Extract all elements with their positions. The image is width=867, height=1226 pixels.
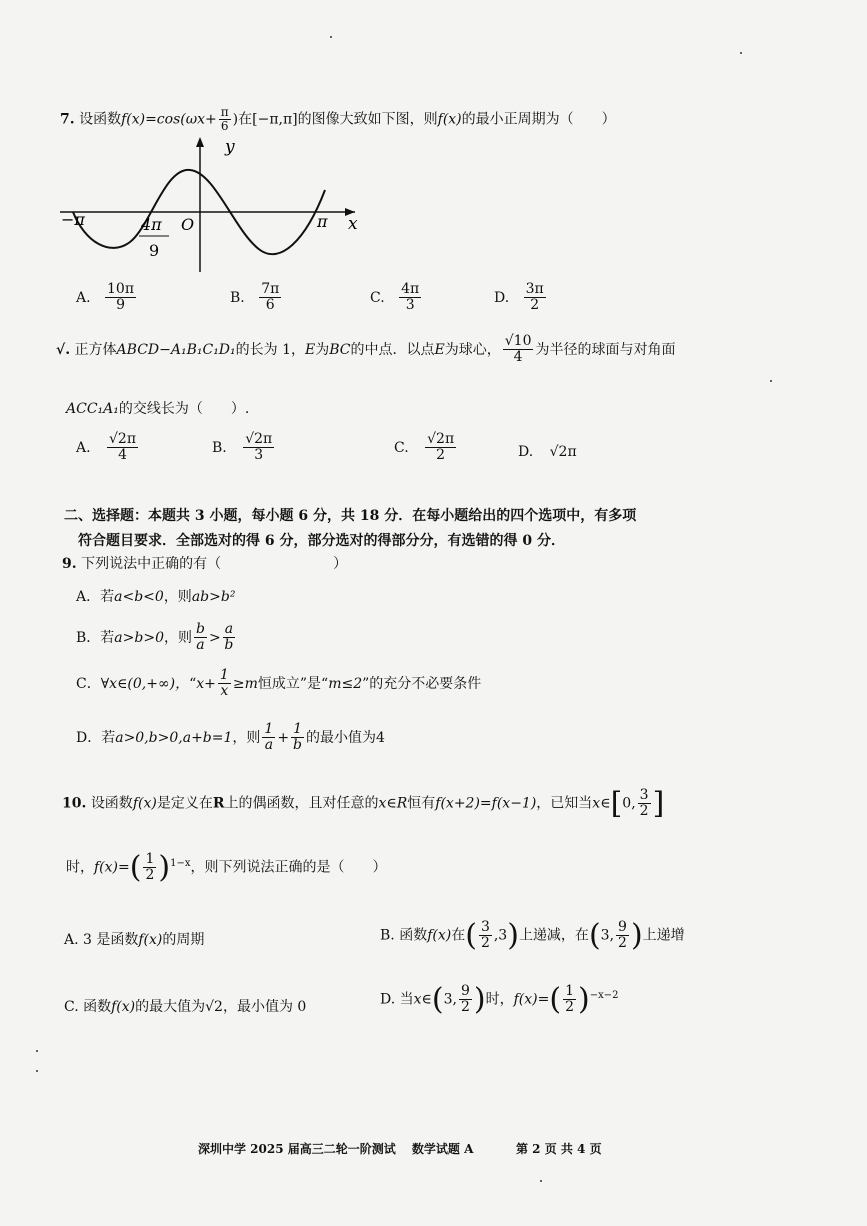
q8-cube: ABCD−A₁B₁C₁D₁	[116, 341, 236, 358]
section2-heading: 二、选择题：本题共 3 小题，每小题 6 分，共 18 分．在每小题给出的四个选项中，有多项	[64, 508, 637, 524]
section2-heading-line2: 符合题目要求．全部选对的得 6 分，部分选对的得部分分，有选错的得 0 分．	[78, 533, 565, 549]
graph-origin-label: O	[181, 215, 195, 234]
q8-number: √.	[56, 341, 71, 358]
q7-option-b[interactable]: B. $\frac{7\pi}{6}$	[230, 281, 280, 314]
q9-option-c[interactable]: C．∀x∈(0,+∞)，“x+ $\frac{1}{x}$ ≥m恒成立”是“m≤2”的充分不必要条件	[76, 667, 482, 700]
q9-option-d[interactable]: D．若a>0,b>0,a+b=1，则 $\frac{1}{a}$ + $\frac{1}{b}$ 的最小值为4	[76, 721, 385, 754]
footer-school: 深圳中学 2025 届高三二轮一阶测试 数学试题 A	[198, 1142, 474, 1156]
q10-option-b[interactable]: B. 函数f(x)在( $\frac{3}{2}$ ,3)上递减，在(3, $\frac{9}{2}$ )上递增	[380, 918, 685, 953]
graph-pi-label: π	[317, 212, 328, 231]
q10-stem-line2: 时，f(x)=( $\frac{1}{2}$ )$^{1-x}$，则下列说法正确的是（ ）	[66, 850, 387, 885]
q7-text-a: 设函数	[79, 111, 122, 128]
q9-option-b[interactable]: B．若a>b>0，则 $\frac{b}{a}$ > $\frac{a}{b}$	[76, 621, 234, 654]
q10-option-c[interactable]: C. 函数f(x)的最大值为√2，最小值为 0	[64, 999, 307, 1015]
footer-page-number: 第 2 页 共 4 页	[516, 1142, 602, 1156]
q9-number: 9.	[62, 556, 77, 572]
q8-option-c[interactable]: C. $\frac{√2\pi}{2}$	[394, 431, 455, 464]
q8-stem-line2: ACC₁A₁的交线长为（ ）.	[66, 401, 250, 417]
q8-option-d[interactable]: D. √2π	[518, 444, 577, 460]
q7-stem	[60, 106, 616, 133]
q9-option-a[interactable]: A．若a<b<0，则ab>b²	[76, 589, 236, 605]
graph-neg-pi-label: −π	[61, 210, 85, 229]
q7-function: f(x)=cos(ωx+	[121, 111, 217, 128]
graph-y-label: y	[225, 137, 235, 157]
q7-fx2: f(x)	[437, 111, 462, 128]
q7-text-b: )在[−π,π]的图像大致如下图，则	[232, 111, 438, 128]
q10-number: 10.	[62, 795, 87, 812]
q10-stem: 10. 设函数f(x)是定义在R上的偶函数，且对任意的x∈R恒有f(x+2)=f(x−1)，已知当x∈[0, $\frac{3}{2}$ ]	[62, 786, 665, 821]
q7-option-d[interactable]: D. $\frac{3\pi}{2}$	[494, 281, 544, 314]
scan-speck	[540, 1180, 542, 1182]
q7-frac: $\frac{\pi}{6}$	[220, 105, 229, 134]
q7-option-c[interactable]: C. $\frac{4\pi}{3}$	[370, 281, 420, 314]
scan-speck	[740, 52, 742, 54]
q9-stem: 9. 下列说法中正确的有（ ）	[62, 556, 348, 572]
graph-mark-den: 9	[149, 241, 160, 260]
scan-speck	[36, 1070, 38, 1072]
q8-option-b[interactable]: B. $\frac{√2\pi}{3}$	[212, 431, 273, 464]
scan-speck	[330, 36, 332, 38]
q8-face: ACC₁A₁	[66, 401, 119, 417]
q7-number: 7.	[60, 111, 75, 128]
y-axis-arrow-icon	[196, 137, 204, 147]
q7-cosine-graph	[55, 132, 375, 277]
graph-mark-num: 4π	[141, 215, 162, 234]
q8-radius: $\frac{√10}{4}$	[504, 333, 532, 366]
q8-option-a[interactable]: A. $\frac{√2\pi}{4}$	[76, 431, 137, 464]
graph-x-label: x	[348, 214, 358, 234]
q8-stem: √. 正方体ABCD−A₁B₁C₁D₁的长为 1，E为BC的中点．以点E为球心， $\frac{√10}{4}$ 为半径的球面与对角面	[56, 333, 676, 366]
q10-option-d[interactable]: D. 当x∈(3, $\frac{9}{2}$ )时，f(x)=( $\frac{1}{2}$ )$^{-x-2}$	[380, 982, 619, 1017]
q7-option-a[interactable]: A. $\frac{10\pi}{9}$	[76, 281, 135, 314]
scan-speck	[36, 1050, 38, 1052]
q10-option-a[interactable]: A. 3 是函数f(x)的周期	[64, 932, 205, 948]
q7-text-c: 的最小正周期为（ ）	[461, 111, 616, 128]
scan-speck	[770, 380, 772, 382]
